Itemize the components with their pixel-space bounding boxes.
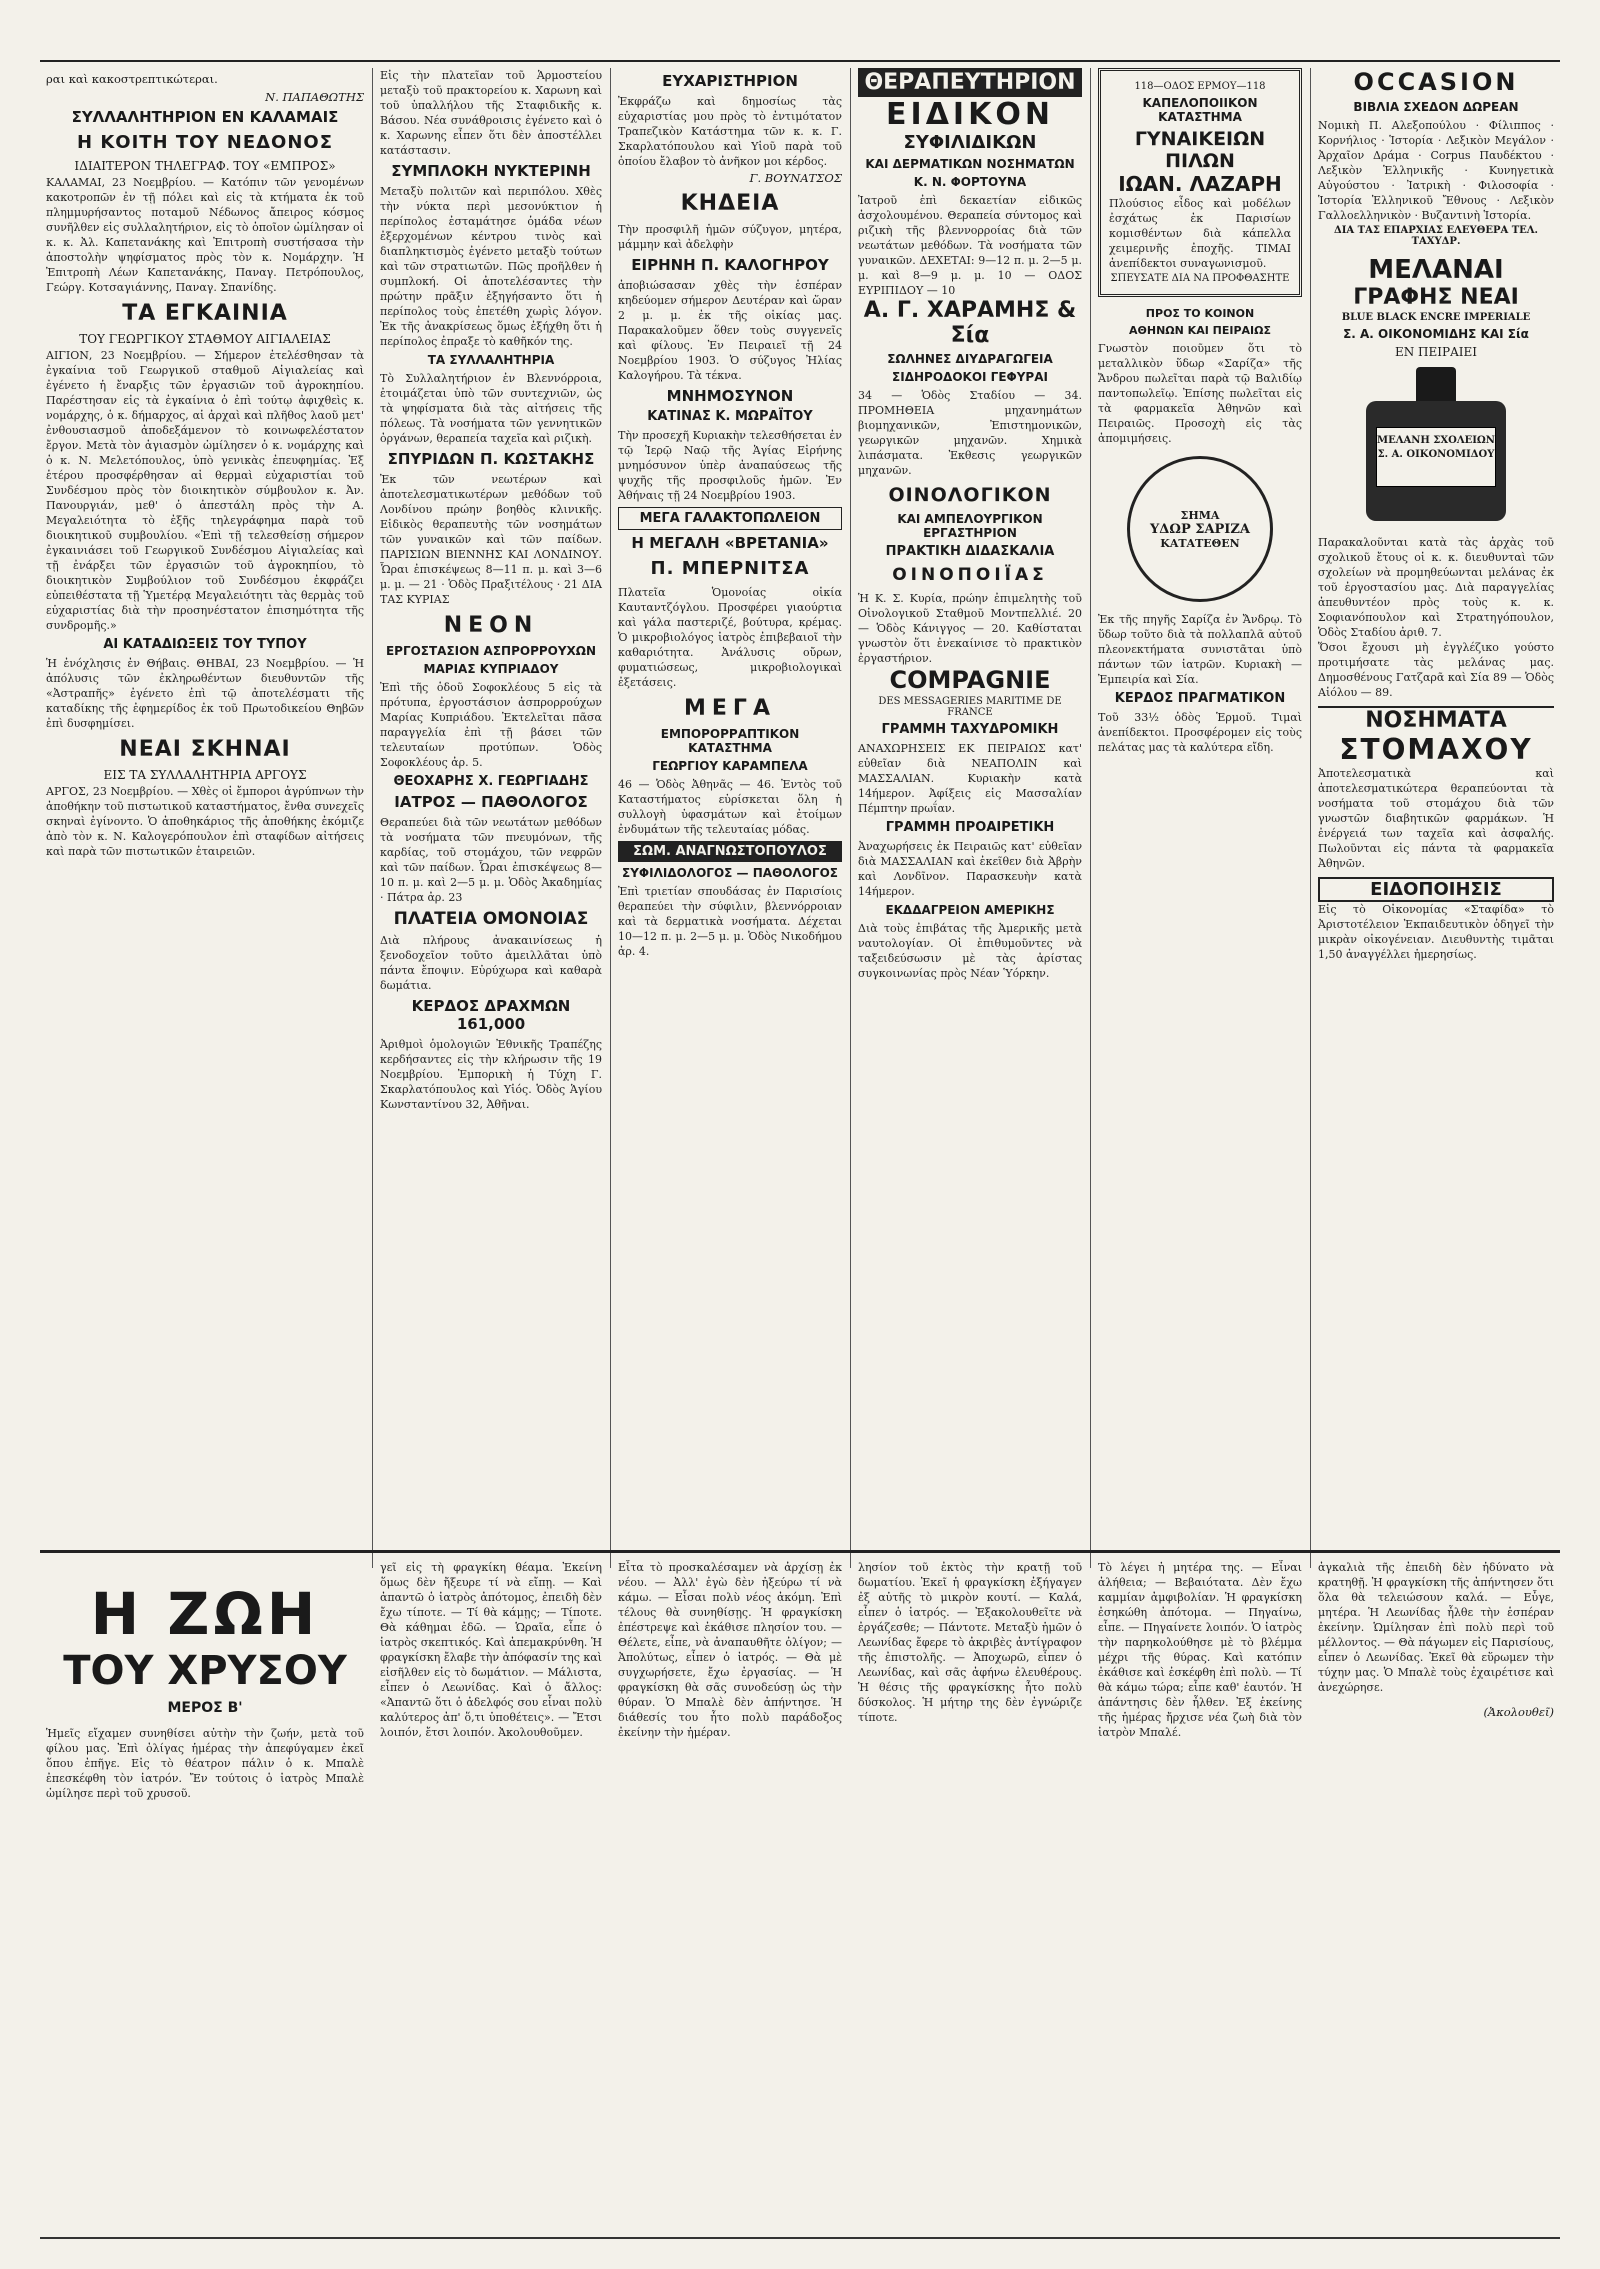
price-list: Νομικὴ Π. Αλεξοπούλου · Φίλιππος · Κορνήλιος · Ἱστορία · Λεξικὸν Μεγάλον · Ἀρχαῖον Δράμα · Corpus Παυδέκτου · Λεξικὸν Ἑλληνικῆς · Κυνηγετικὰ Αὐγούστου · Ἰατρικὴ · Φιλοσοφία · Ἱστορία Ἑλληνικοῦ Ἔθνους · Λεξικὸν Γαλλοελληνικὸν · Βυζαντινὴ Ἱστορία.	[1318, 119, 1554, 222]
notice-body: Τὴν προσφιλῆ ἡμῶν σύζυγον, μητέρα, μάμμην καὶ ἀδελφὴν	[618, 223, 842, 251]
advert-heading: OCCASION	[1353, 68, 1519, 96]
advert-heading: ΣΥΦΙΛΙΔΙΚΩΝ	[903, 132, 1037, 153]
notice-heading: ΜΝΗΜΟΣΥΝΟΝ	[666, 387, 794, 405]
advert-subheading: DES MESSAGERIES MARITIME DE FRANCE	[878, 696, 1062, 718]
column-divider	[372, 68, 373, 1568]
serial-text: Ἡμεῖς εἴχαμεν συνηθίσει αὐτὴν τὴν ζωήν, μετὰ τοῦ φίλου μας. Ἐπὶ ὀλίγας ἡμέρας τὴν ἀπεφύγαμεν ἐκεῖ ὅπου ἐπῆγε. Εἰς τὸ θέατρον πάλιν ὁ κ. Μπαλὲ ἐπεσκέφθη τὸν ἰατρόν. Ἔν τούτοις ὁ ἰατρὸς Μπαλὲ ὡμίλησε περὶ τοῦ χρυσοῦ.	[46, 1727, 364, 1800]
advert-body: 46 — Ὁδὸς Ἀθηνᾶς — 46. Ἐντὸς τοῦ Καταστήματος εὑρίσκεται ὅλη ἡ συλλογὴ ὑφασμάτων καὶ ἐτοίμων ἐνδυμάτων τῆς τελευταίας μόδας.	[618, 778, 842, 836]
notice-heading: ΚΗΔΕΙΑ	[680, 191, 780, 216]
article-body: ΚΑΛΑΜΑΙ, 23 Νοεμβρίου. — Κατόπιν τῶν γενομένων κακοτροπῶν ἐν τῇ πόλει καὶ εἰς τὰ κτήματα ἐκ τοῦ πλημμυρήσαντος ποταμοῦ Νέδωνος ἄπειρος κόσμος συνῆλθεν εἰς συλλαλητήριον, εἰς τὸ ὁποῖον ὡμίλησαν οἱ κ. κ. Ἀλ. Καπετανάκης καὶ Ἐπιτροπὴ συστήσασα τὴν ἀποστολὴν ψηφίσματος πρὸς τὸν κ. Νομάρχην. Ἡ Ἐπιτροπὴ Λέων Καπετανάκης, Παναγ. Πετρόπουλος, Γεώργ. Κοτσαγιάννης, Παναγ. Σπανίδης.	[46, 176, 364, 294]
advert-subheading: ΚΑΙ ΔΕΡΜΑΤΙΚΩΝ ΝΟΣΗΜΑΤΩΝ	[865, 157, 1075, 171]
notice-heading: ΠΡΟΣ ΤΟ ΚΟΙΝΟΝ	[1145, 307, 1255, 320]
serial-part: ΜΕΡΟΣ Β'	[167, 1700, 243, 1716]
notice-body: ἀποβιώσασαν χθὲς τὴν ἑσπέραν κηδεύομεν σήμερον Δευτέραν καὶ ὥραν 2 μ. μ. ἐκ τῆς οἰκίας μας. Παρακαλοῦμεν ὅθεν τοὺς συγγενεῖς καὶ φίλους. Ἐν Πειραιεῖ τῇ 24 Νοεμβρίου 1903. Ὁ σύζυγος Ἠλίας Καλογήρου. Τὰ τέκνα.	[618, 279, 842, 382]
advert-heading: ΕΙΔΟΠΟΙΗΣΙΣ	[1318, 877, 1554, 902]
serial-text: γεῖ εἰς τὴ φραγκίκη θέαμα. Ἐκείνη ὅμως δὲν ἤξευρε τί νὰ εἴπῃ. — Καὶ ἀπαντῶ ὁ ἰατρὸς ἀπότομος, ἐπειδὴ δὲν ἔχω τίποτε. — Τί θὰ κάμῃς; — Τίποτε. Θὰ κάθημαι ἐδῶ. — Ὡραῖα, εἶπε ὁ ἰατρὸς σκεπτικός. Καὶ ἀπεμακρύνθη. Ἡ φραγκίσκη ἔλαβε τὴν ἀπόφασίν της καὶ εἰσῆλθεν εἰς τὸ δωμάτιον. — Μάλιστα, εἶπεν ὁ Λεωνίδας. Καὶ ὁ ἄλλος: «Ἀπαντῶ ὅτι ὁ ἀδελφός σου εἶναι πολὺ καλύτερος ἀπ' ὅ,τι ὑποθέτεις». — Ἔτσι λοιπόν, ἔτσι λοιπόν. Ἀκολουθοῦμεν.	[380, 1561, 602, 1739]
advert-body: Διὰ πλήρους ἀνακαινίσεως ἡ ξενοδοχεῖον τοῦτο ἀμειλλᾶται ὑπὸ πάντα ἔποψιν. Εὐρύχωρα καὶ καθαρὰ δωμάτια.	[380, 934, 602, 992]
advert-body: Τοῦ 33½ ὁδὸς Ἑρμοῦ. Τιμαὶ ἀνεπίδεκτοι. Προσφέρομεν εἰς τοὺς πελάτας μας τὰ καλύτερα εἴδη.	[1098, 711, 1302, 754]
advert-heading: Π. ΜΠΕΡΝΙΤΣΑ	[650, 558, 810, 579]
article-body: Εἰς τὴν πλατεῖαν τοῦ Ἁρμοστείου μεταξὺ τοῦ πρακτορείου κ. Χαρωνη καὶ τοῦ ὑπαλλήλου τῆς Σταφιδικῆς κ. Βάσου. Νέα συνάθροισις ἐγένετο καὶ ὁ κ. Χαρωνης εἶπεν ὅτι δὲν ἀποστέλλει κατάστασιν.	[380, 69, 602, 157]
serial-text: ἀγκαλιὰ τῆς ἐπειδὴ δὲν ἠδύνατο νὰ κρατηθῇ. Ἡ φραγκίσκη τῆς ἀπήντησεν ὅτι ὅλα θὰ τελειώσουν καλά. — Εὖγε, μητέρα. Ἡ Λεωνίδας ἦλθε τὴν ἑσπέραν ἐκείνην. Ὡμίλησαν ἐπὶ πολὺ περὶ τοῦ μέλλοντος. — Θὰ πάγωμεν εἰς Παρισίους, εἶπεν ὁ Λεωνίδας. Ἐκεῖ θὰ εὕρωμεν τὴν τύχην μας. Ὁ Μπαλὲ τοὺς ἐχαιρέτισε καὶ ἀνεχώρησε.	[1318, 1561, 1554, 1694]
serial-story-column	[374, 1560, 608, 2230]
advert-heading: ΜΕΛΑΝΑΙ	[1368, 255, 1504, 285]
hat-shop-advert	[1098, 68, 1302, 297]
advert-heading: ΠΛΑΤΕΙΑ ΟΜΟΝΟΙΑΣ	[393, 909, 589, 929]
ink-bottle-illustration	[1361, 367, 1511, 527]
article-heading: ΑΙ ΚΑΤΑΔΙΩΞΕΙΣ ΤΟΥ ΤΥΠΟΥ	[103, 637, 307, 652]
advert-subheading: ΒΙΒΛΙΑ ΣΧΕΔΟΝ ΔΩΡΕΑΝ	[1353, 100, 1519, 114]
article-body: Μεταξὺ πολιτῶν καὶ περιπόλου. Χθὲς τὴν νύκτα περὶ μεσονύκτιον ἡ περίπολος ἐσταμάτησε ὁμάδα νέων ἐξερχομένων κέντρου τινὸς καὶ διαπληκτισμὸς ἐγένετο μεταξὺ τούτων καὶ τῶν στρατιωτῶν. Πῶς προῆλθεν ἡ συμπλοκή. Οἱ ἀποτελέσαντες τὴν πρώτην πρᾶξιν ἐξηγήσαντο ὅτι ἡ περίπολος τοὺς ἐπετέθη χωρὶς λόγον. Ἐκ τῆς ἀνακρίσεως ὅμως ἐξήχθη ὅτι ἡ περίπολος ἐπραξε τὸ καθῆκόν της.	[380, 185, 602, 348]
advert-heading: ΘΕΟΧΑΡΗΣ Χ. ΓΕΩΡΓΙΑΔΗΣ	[393, 774, 589, 789]
seal-text: ΥΔΩΡ ΣΑΡΙΖΑ	[1150, 521, 1250, 537]
advert-heading: ΘΕΡΑΠΕΥΤΗΡΙΟΝ	[858, 68, 1082, 97]
notice-heading: ΕΙΡΗΝΗ Π. ΚΑΛΟΓΗΡΟΥ	[631, 256, 829, 274]
advert-heading: ΣΠΥΡΙΔΩΝ Π. ΚΩΣΤΑΚΗΣ	[387, 450, 595, 468]
serial-story-column	[1092, 1560, 1308, 2230]
article-signature: Ν. ΠΑΠΑΘΩΤΗΣ	[265, 90, 364, 104]
section-divider	[40, 1550, 1560, 1553]
column-ads-3	[1092, 68, 1308, 1548]
serial-story-column	[1312, 1560, 1560, 2230]
advert-subheading: ΙΑΤΡΟΣ — ΠΑΘΟΛΟΓΟΣ	[394, 793, 588, 811]
advert-heading: ΚΕΡΔΟΣ ΔΡΑΧΜΩΝ 161,000	[411, 997, 571, 1033]
advert-subheading: ΚΑΙ ΑΜΠΕΛΟΥΡΓΙΚΟΝ ΕΡΓΑΣΤΗΡΙΟΝ	[897, 512, 1043, 540]
advert-body: Πλούσιος εἶδος καὶ μοδέλων ἐσχάτως ἐκ Παρισίων κομισθέντων διὰ κάπελλα χειμερινῆς ἐποχῆς. ΤΙΜΑΙ ἀνεπίδεκτοι συναγωνισμοῦ.	[1109, 197, 1291, 270]
notice-heading: ΕΥΧΑΡΙΣΤΗΡΙΟΝ	[662, 72, 798, 90]
column-ads-2	[852, 68, 1088, 1548]
advert-heading: ΟΙΝΟΛΟΓΙΚΟΝ	[888, 484, 1052, 506]
advert-body: Ἡ Κ. Σ. Κυρία, πρώην ἐπιμελητὴς τοῦ Οἰνολογικοῦ Σταθμοῦ Μοντπελλιέ. 20 — Ὁδὸς Κάνιγγος — 20. Καθίσταται γνωστὸν ὅτι ἐνεκαίνισε τὸ πρακτικὸν ἐργαστήριον.	[858, 592, 1082, 665]
sariza-trademark-seal	[1127, 456, 1273, 602]
notice-body: Γνωστὸν ποιοῦμεν ὅτι τὸ μεταλλικὸν ὕδωρ «Σαρίζα» τῆς Ἄνδρου πωλεῖται παρὰ τῷ Βαλιδίῳ παντοπωλεῖῳ. Ἐπίσης πωλεῖται εἰς τὰ φαρμακεῖα Ἀθηνῶν καὶ Πειραιῶς. Προσοχὴ εἰς τὰς ἀπομιμήσεις.	[1098, 342, 1302, 445]
advert-heading: ΓΥΝΑΙΚΕΙΩΝ ΠΙΛΩΝ	[1134, 128, 1266, 172]
article-subheading: ΕΙΣ ΤΑ ΣΥΛΛΑΛΗΤΗΡΙΑ ΑΡΓΟΥΣ	[103, 768, 307, 782]
advert-body: Πλατεῖα Ὁμονοίας οἰκία Καυταντζόγλου. Προσφέρει γιαούρτια καὶ γάλα παστεριζέ, βούτυρα, κρέμας. Ὁ μικροβιολόγος ἰατρὸς ἐπιβεβαιοῖ τὴν καθαριότητα. Ἀνάλυσις οὔρων, φυματιώσεως, μικροβιολογικαὶ ἐξετάσεις.	[618, 586, 842, 689]
column-news-2	[374, 68, 608, 1548]
advert-footer: ΣΠΕΥΣΑΤΕ ΔΙΑ ΝΑ ΠΡΟΦΘΑΣΗΤΕ	[1110, 273, 1290, 284]
advert-body: Θεραπεύει διὰ τῶν νεωτάτων μεθόδων τὰ νοσήματα τῶν πνευμόνων, τῆς καρδίας, τοῦ στομάχου, τῶν νεφρῶν καὶ τῶν παίδων. Ὧραι ἐπισκέψεως 8—10 π. μ. καὶ 2—5 μ. μ. Ὁδὸς Ἀκαδημίας · Πάτρα ἀρ. 23	[380, 816, 602, 904]
serial-title: ΤΟΥ ΧΡΥΣΟΥ	[63, 1648, 347, 1694]
column-divider	[850, 68, 851, 1568]
article-body: ΑΡΓΟΣ, 23 Νοεμβρίου. — Χθὲς οἱ ἔμποροι ἀγρύπνων τὴν ἀποθήκην τοῦ πιστωτικοῦ καταστήματος, ἔνθα συνεχεῖς σκηναὶ ἐγίνοντο. Ὁ ἀποθηκάριος τῆς ἀποθήκης ἐκόμιζε ἀπὸ τὸν κ. Ν. Καλογερόπουλον ἐπὶ σταφίδων αἰτήσεις καὶ παρὰ τῶν πιστωτικῶν ἑταιρειῶν.	[46, 785, 364, 858]
advert-heading: Η ΜΕΓΑΛΗ «ΒΡΕΤΑΝΙΑ»	[631, 534, 829, 552]
advert-heading: ΓΡΑΦΗΣ ΝΕΑΙ	[1353, 285, 1519, 310]
serial-story-column	[612, 1560, 848, 2230]
advert-body: Ἐκ τῆς πηγῆς Σαρίζα ἐν Ἄνδρῳ. Τὸ ὕδωρ τοῦτο διὰ τὰ πολλαπλᾶ αὐτοῦ πλεονεκτήματα συνιστᾶται ὑπὸ πάντων τῶν ἰατρῶν. Κυριακὴ — Ἐμπειρία καὶ Σία.	[1098, 613, 1302, 686]
advert-subheading: ΓΡΑΜΜΗ ΤΑΧΥΔΡΟΜΙΚΗ	[881, 722, 1059, 737]
advert-subheading: BLUE BLACK ENCRE IMPERIALE	[1341, 312, 1531, 323]
article-heading: ΤΑ ΣΥΛΛΑΛΗΤΗΡΙΑ	[427, 353, 555, 367]
notice-body: Τὴν προσεχῆ Κυριακὴν τελεσθήσεται ἐν τῷ Ἱερῷ Ναῷ τῆς Ἁγίας Εἰρήνης μνημόσυνον ὑπὲρ ἀναπαύσεως τῆς ψυχῆς τῆς προσφιλοῦς ἡμῶν. Ἐν Ἀθήναις τῇ 24 Νοεμβρίου 1903.	[618, 429, 842, 502]
advert-heading: ΣΤΟΜΑΧΟΥ	[1339, 733, 1533, 766]
advert-heading: ΙΩΑΝ. ΛΑΖΑΡΗ	[1118, 172, 1282, 196]
advert-heading: COMPAGNIE	[889, 666, 1051, 694]
advert-subheading: ΕΜΠΟΡΟΡΡΑΠΤΙΚΟΝ ΚΑΤΑΣΤΗΜΑ	[660, 727, 800, 755]
advert-heading: ΜΕΓΑ	[684, 696, 776, 721]
article-heading: ΣΥΛΛΑΛΗΤΗΡΙΟΝ ΕΝ ΚΑΛΑΜΑΙΣ	[71, 108, 339, 126]
advert-body: Ὅσοι ἔχουσι μὴ ἐγγλέζικο γούστο προτιμήσατε τὰς μελάνας μας. Δημοσθένους Γατζαρᾶ καὶ Σία 89 — Ὁδὸς Αἰόλου — 89.	[1318, 641, 1554, 699]
advert-subheading: Κ. Ν. ΦΟΡΤΟΥΝΑ	[913, 175, 1027, 189]
seal-text: ΚΑΤΑΤΕΘΕΝ	[1160, 536, 1240, 550]
serial-text: Εἶτα τὸ προσκαλέσαμεν νὰ ἀρχίσῃ ἐκ νέου. — Ἀλλ' ἐγὼ δὲν ἠξεύρω τί νὰ κάμω. — Εἶσαι πολὺ νέος ἀκόμη. Ἐπὶ τέλους θὰ συνηθίσῃς. Ἡ φραγκίσκη ἐπέστρεψε καὶ ἐκάθισε πλησίον του. — Θέλετε, εἶπε, νὰ ἀναπαυθῆτε ὀλίγον; — Ἀπολύτως, εἶπεν ὁ ἰατρός. — Θὰ μὲ συγχωρήσετε, ἔχω ἐργασίας. — Ἡ φραγκίσκη θὰ σᾶς συνοδεύσῃ ὡς τὴν θύραν. Ὁ Μπαλὲ δὲν ἀπήντησε. Ἡ διάθεσίς του ἦτο πολὺ παράδοξος ἐκείνην τὴν ἡμέραν.	[618, 1561, 842, 1739]
bottle-label: ΜΕΛΑΝΗ ΣΧΟΛΕΙΩΝ	[1377, 435, 1495, 446]
serial-story-title-block	[40, 1560, 370, 2230]
bottle-label: Σ. Α. ΟΙΚΟΝΟΜΙΔΟΥ	[1377, 449, 1495, 460]
advert-heading: Α. Γ. ΧΑΡΑΜΗΣ & Σία	[863, 298, 1077, 348]
advert-address: 118—ΟΔΟΣ ΕΡΜΟΥ—118	[1134, 81, 1266, 92]
serial-story-column	[852, 1560, 1088, 2230]
article-body: Τὸ Συλλαλητήριον ἐν Βλεννόρροια, ἐτοιμάζεται ὑπὸ τῶν συντεχνιῶν, ὡς τὰ ψηφίσματα διὰ τὰς αἰτήσεις τῆς πόλεως. Τὰ νοσήματα τῶν γεννητικῶν ὀργάνων, θεραπεία ταχεῖα καὶ ριζικὴ.	[380, 372, 602, 445]
article-text: ραι καὶ κακοστρεπτικώτεραι.	[46, 72, 218, 86]
advert-heading: ΚΕΡΔΟΣ ΠΡΑΓΜΑΤΙΚΟΝ	[1114, 691, 1286, 706]
advert-heading: ΚΑΠΕΛΟΠΟΙΙΚΟΝ ΚΑΤΑΣΤΗΜΑ	[1142, 96, 1258, 124]
advert-subheading: ΣΩΛΗΝΕΣ ΔΙΥΔΡΑΓΩΓΕΙΑ	[887, 352, 1053, 366]
advert-subheading: ΜΑΡΙΑΣ ΚΥΠΡΙΑΔΟΥ	[423, 662, 559, 676]
article-body: ΑΙΓΙΟΝ, 23 Νοεμβρίου. — Σήμερον ἐτελέσθησαν τὰ ἐγκαίνια τοῦ Γεωργικοῦ σταθμοῦ Αἰγιαλείας καὶ ἐγένετο ἡ ἔναρξις τῶν ἐργασιῶν τοῦ ἀγροκηπίου. Παρέστησαν εἰς τὰ ἐγκαίνια ὁ ἐπὶ τούτῳ ἀφιχθεὶς κ. νομάρχης, ὁ κ. δήμαρχος, αἱ ἀρχαὶ καὶ πλῆθος λαοῦ μετ' ἐνθουσιασμοῦ ἀποδεξάμενον τὸ κοινωφελέστατον ἔργον. Μετὰ τὸν ἁγιασμὸν ὡμίλησεν ὁ κ. νομάρχης καὶ ὁ κ. Ν. Μελετόπουλος, ὑπὸ γενικὰς ἐπευφημίας. Ἐξ ἑτέρου προσφέρθησαν αἱ θερμαὶ εὐχαριστίαι τοῦ Συνδέσμου πρὸς τὸν διοικητικὸν σύμβουλον κ. Ἀν. Πανουργιάν, μεθ' ὁ ἀπεστάλη πρὸς τὴν Α. Μεγαλειότητα τὸ ἐξῆς τηλεγράφημα παρὰ τοῦ διοικητικοῦ συμβουλίου. «Ἐπὶ τῇ τελεσθείσῃ σήμερον ἐγκαινιάσει τοῦ Γεωργικοῦ Συνδέσμου Αἰγιαλείας καὶ τῇ ἐνάρξει τῶν ἐργασιῶν τοῦ ἀγροκηπίου, τὸ διοικητικὸν Συμβούλιον τοῦ Συνδέσμου ἐκφράζει εὐπειθέστατα τῇ Ὑμετέρᾳ Μεγαλειότητι τὰς θερμὰς τοῦ εὐχαριστίας διὰ τὴν προσηνέστατον ἐπισημότητα τῆς συνδρομῆς.»	[46, 349, 364, 632]
advert-heading: ΓΡΑΜΜΗ ΠΡΟΑΙΡΕΤΙΚΗ	[885, 820, 1055, 835]
advert-body: Ἐπὶ τῆς ὁδοῦ Σοφοκλέους 5 εἰς τὰ πρότυπα, ἐργοστάσιον ἀσπρορρούχων Μαρίας Κυπριάδου. Ἐκτελεῖται πᾶσα παραγγελία ἐπὶ τῇ βάσει τῶν τελευταίων προτύπων. Ὁδὸς Σοφοκλέους ἀρ. 5.	[380, 681, 602, 769]
advert-body: Παρακαλοῦνται κατὰ τὰς ἀρχὰς τοῦ σχολικοῦ ἔτους οἱ κ. κ. διευθυνταὶ τῶν σχολείων νὰ προμηθεύωνται μελάνας ἐκ τοῦ ἐργοστασίου μας. Διὰ παραγγελίας ἀπευθυντέον πρὸς τοὺς κ. κ. Σοφιανόπουλον καὶ Στρατηγόπουλον, Ὁδὸς Σταδίου ἀριθ. 7.	[1318, 536, 1554, 639]
advert-subheading: ΣΙΔΗΡΟΔΟΚΟΙ ΓΕΦΥΡΑΙ	[892, 370, 1048, 384]
column-ads-4	[1312, 68, 1560, 1548]
article-body: Ἡ ἐνόχλησις ἐν Θήβαις. ΘΗΒΑΙ, 23 Νοεμβρίου. — Ἡ ἀπόλυσις τῶν ἐκληρωθέντων διευθυντῶν τῆς «Ἀστραπῆς» ἐγένετο ἐπὶ τῷ ἀποτελέσματι τῆς καταδίκης τῆς ἐφημερίδος ἐκ τοῦ Πρωτοδικείου Θηβῶν ἐπὶ δυσφημίσει.	[46, 657, 364, 730]
serial-text: Τὸ λέγει ἡ μητέρα της. — Εἶναι ἀλήθεια; — Βεβαιότατα. Δὲν ἔχω καμμίαν ἀμφιβολίαν. Ἡ φραγκίσκη ἐσηκώθη ἀπότομα. — Πηγαίνω, εἶπε. — Πηγαίνετε λοιπόν. Ὁ ἰατρὸς τὴν παρηκολούθησε μὲ τὸ βλέμμα μέχρι τῆς θύρας. Καὶ κατόπιν ἐκάθισε καὶ ἐσκέφθη ἐπὶ πολὺ. — Τί θὰ κάμω τώρα; εἶπε καθ' ἑαυτόν. Ἡ ἀπάντησις δὲν ἦλθεν. Ἐξ ἐκείνης τῆς ἡμέρας ἤρχισε νέα ζωὴ διὰ τὸν ἰατρὸν Μπαλέ.	[1098, 1561, 1302, 1739]
notice-body: Εἰς τὸ Οἰκονομίας «Σταφίδα» τὸ Ἀριστοτέλειον Ἐκπαιδευτικὸν ὁδηγεῖ τὴν μικρὰν οἰκογένειαν. Διευθυντὴς τιμᾶται 1,50 ἀναγγέλλει ἡμερησίως.	[1318, 903, 1554, 961]
top-rule	[40, 60, 1560, 62]
notice-heading: ΚΑΤΙΝΑΣ Κ. ΜΩΡΑΪΤΟΥ	[647, 409, 813, 424]
advert-subheading: ΠΡΑΚΤΙΚΗ ΔΙΔΑΣΚΑΛΙΑ	[885, 544, 1055, 559]
serial-title: Η ΖΩΗ	[90, 1580, 320, 1648]
article-heading: Η ΚΟΙΤΗ ΤΟΥ ΝΕΔΟΝΟΣ	[76, 132, 334, 153]
article-subheading: ΤΟΥ ΓΕΩΡΓΙΚΟΥ ΣΤΑΘΜΟΥ ΑΙΓΙΑΛΕΙΑΣ	[79, 332, 331, 346]
advert-body: Ἀποτελεσματικὰ καὶ ἀποτελεσματικώτερα θεραπεύονται τὰ νοσήματα τοῦ στομάχου διὰ τῶν γνωστῶν διαβητικῶν φαρμάκων. Ἡ ἐνέργειά των ταχεῖα καὶ ἀσφαλής. Πωλοῦνται εἰς πάντα τὰ φαρμακεῖα Ἀθηνῶν.	[1318, 767, 1554, 870]
advert-heading: ΕΚΔΔΑΓΡΕΙΟΝ ΑΜΕΡΙΚΗΣ	[885, 903, 1055, 917]
advert-subheading: Σ. Α. ΟΙΚΟΝΟΜΙΔΗΣ ΚΑΙ Σία	[1343, 327, 1529, 341]
advert-body: Ἰατροῦ ἐπὶ δεκαετίαν εἰδικῶς ἀσχολουμένου. Θεραπεία σύντομος καὶ ριζικὴ τῆς βλεννορροίας διὰ τῶν νεωτάτων μεθόδων. Τὰ νοσήματα τῶν γυναικῶν. ΔΕΧΕΤΑΙ: 9—12 π. μ. 2—5 μ. μ. καὶ 8—9 μ. μ. 10 — ΟΔΟΣ ΕΥΡΙΠΙΔΟΥ — 10	[858, 194, 1082, 297]
advert-body: Ἐκ τῶν νεωτέρων καὶ ἀποτελεσματικωτέρων μεθόδων τοῦ Λονδίνου πρώην βοηθὸς κλινικῆς. Εἰδικὸς θεραπευτὴς τῶν νοσημάτων τῶν γυναικῶν καὶ τῶν παίδων. ΠΑΡΙΣΙΩΝ ΒΙΕΝΝΗΣ ΚΑΙ ΛΟΝΔΙΝΟΥ. Ὧραι ἐπισκέψεως 8—11 π. μ. καὶ 3—6 μ. μ. — 21 · Ὁδὸς Πραξιτέλους · 21 ΔΙΑ ΤΑΣ ΚΥΡΙΑΣ	[380, 473, 602, 606]
advert-subheading: ΕΡΓΟΣΤΑΣΙΟΝ ΑΣΠΡΟΡΡΟΥΧΩΝ	[385, 644, 597, 658]
column-news-1	[40, 68, 370, 1548]
advert-subheading: ΕΝ ΠΕΙΡΑΙΕΙ	[1394, 345, 1478, 359]
advert-heading: ΝΕΟΝ	[443, 613, 539, 638]
advert-subheading: ΣΥΦΙΛΙΔΟΛΟΓΟΣ — ΠΑΘΟΛΟΓΟΣ	[622, 866, 838, 880]
advert-body: Ἀριθμοὶ ὁμολογιῶν Ἐθνικῆς Τραπέζης κερδήσαντες εἰς τὴν κλήρωσιν τῆς 19 Νοεμβρίου. Ἐμπορικὴ ἡ Τύχη Γ. Σκαρλατόπουλος καὶ Υἱός. Ὁδὸς Ἁγίου Κωνσταντίνου 32, Ἀθῆναι.	[380, 1038, 602, 1111]
advert-body: ΑΝΑΧΩΡΗΣΕΙΣ ΕΚ ΠΕΙΡΑΙΩΣ κατ' εὐθεῖαν διὰ ΝΕΑΠΟΛΙΝ καὶ ΜΑΣΣΑΛΙΑΝ. Κυριακὴν κατὰ 14ήμερον. Ἀφίξεις εἰς Μασσαλίαν Πέμπτην πρωΐαν.	[858, 742, 1082, 815]
serial-text: λησίον τοῦ ἐκτὸς τὴν κρατῇ τοῦ δωματίου. Ἐκεῖ ἡ φραγκίσκη ἐξήγαγεν ἐξ αὐτῆς τὸ μικρὸν κουτί. — Καλά, εἶπεν ὁ ἰατρός. — Ἐξακολουθεῖτε νὰ ἐργάζεσθε; — Πάντοτε. Μεταξὺ ἡμῶν ὁ Λεωνίδας ἔφερε τὸ ἀκριβὲς ἀντίγραφον τῆς ἐπιστολῆς. — Ἀποχωρῶ, εἶπεν ὁ Λεωνίδας, καὶ σᾶς ἀφήνω ἐλευθέρους. Ἡ θέσις τῆς φραγκίσκης ἦτο πολὺ δύσκολος. Ἡ μήτηρ της δὲν ἐγνώριζε τίποτε.	[858, 1561, 1082, 1724]
advert-body: 34 — Ὁδὸς Σταδίου — 34. ΠΡΟΜΗΘΕΙΑ μηχανημάτων βιομηχανικῶν, Ἐπιστημονικῶν, γεωργικῶν μηχανῶν. Χημικὰ λιπάσματα. Ἐκθεσις γεωργικῶν μηχανῶν.	[858, 389, 1082, 477]
seal-text: ΣΗΜΑ	[1180, 508, 1220, 522]
advert-body: Ἐπὶ τριετίαν σπουδάσας ἐν Παρισίοις θεραπεύει τὴν σύφιλιν, βλεννόρροιαν καὶ τὰ δερματικὰ νοσήματα. Δέχεται 10—12 π. μ. 2—5 μ. μ. Ὁδὸς Νικοδήμου ἀρ. 4.	[618, 885, 842, 958]
article-heading: ΣΥΜΠΛΟΚΗ ΝΥΚΤΕΡΙΝΗ	[391, 162, 591, 180]
advert-footer: ΔΙΑ ΤΑΣ ΕΠΑΡΧΙΑΣ ΕΛΕΥΘΕΡΑ ΤΕΛ. ΤΑΧΥΔΡ.	[1333, 225, 1539, 247]
column-ads-1	[612, 68, 848, 1548]
advert-subheading: ΓΕΩΡΓΙΟΥ ΚΑΡΑΜΠΕΛΑ	[652, 759, 808, 773]
advert-body: Διὰ τοὺς ἐπιβάτας τῆς Ἀμερικῆς μετὰ ναυτολογίαν. Οἱ ἐπιθυμοῦντες νὰ ταξειδεύσωσιν μὲ τὰς ἀρίστας συγκοινωνίας πρὸς Νέαν Ὑόρκην.	[858, 922, 1082, 980]
notice-signature: Γ. ΒΟΥΝΑΤΣΟΣ	[749, 171, 842, 185]
column-divider	[1090, 68, 1091, 1568]
continued-tag: (Ἀκολουθεῖ)	[1483, 1705, 1554, 1719]
advert-heading: ΜΕΓΑ ΓΑΛΑΚΤΟΠΩΛΕΙΟΝ	[618, 507, 842, 530]
advert-heading: ΟΙΝΟΠΟΙΪΑΣ	[892, 565, 1048, 585]
article-heading: ΤΑ ΕΓΚΑΙΝΙΑ	[122, 301, 288, 326]
notice-heading: ΑΘΗΝΩΝ ΚΑΙ ΠΕΙΡΑΙΩΣ	[1129, 324, 1271, 337]
advert-body: Ἀναχωρήσεις ἐκ Πειραιῶς κατ' εὐθεῖαν διὰ ΜΑΣΣΑΛΙΑΝ καὶ ἐκεῖθεν διὰ Ἀβρὴν καὶ Λονδῖνον. Παρασκευὴν κατὰ 14ήμερον.	[858, 840, 1082, 898]
advert-heading: ΕΙΔΙΚΟΝ	[886, 97, 1054, 132]
advert-heading: ΝΟΣΗΜΑΤΑ	[1318, 706, 1554, 733]
column-divider	[610, 68, 611, 1568]
notice-body: Ἐκφράζω καὶ δημοσίως τὰς εὐχαριστίας μου πρὸς τὸ ἐντιμότατον Τραπεζικὸν Κατάστημα τῶν κ. κ. Γ. Σκαρλατόπουλου καὶ Υἱοῦ παρὰ τοῦ ὁποίου ἔλαβον τὸ ἀνῆκον μοι κέρδος.	[618, 95, 842, 168]
advert-heading: ΣΩΜ. ΑΝΑΓΝΩΣΤΟΠΟΥΛΟΣ	[618, 841, 842, 862]
article-heading: ΝΕΑΙ ΣΚΗΝΑΙ	[119, 737, 291, 762]
bottom-rule	[40, 2237, 1560, 2239]
article-subheading: ΙΔΙΑΙΤΕΡΟΝ ΤΗΛΕΓΡΑΦ. ΤΟΥ «ΕΜΠΡΟΣ»	[74, 159, 336, 173]
column-divider	[1310, 68, 1311, 1568]
